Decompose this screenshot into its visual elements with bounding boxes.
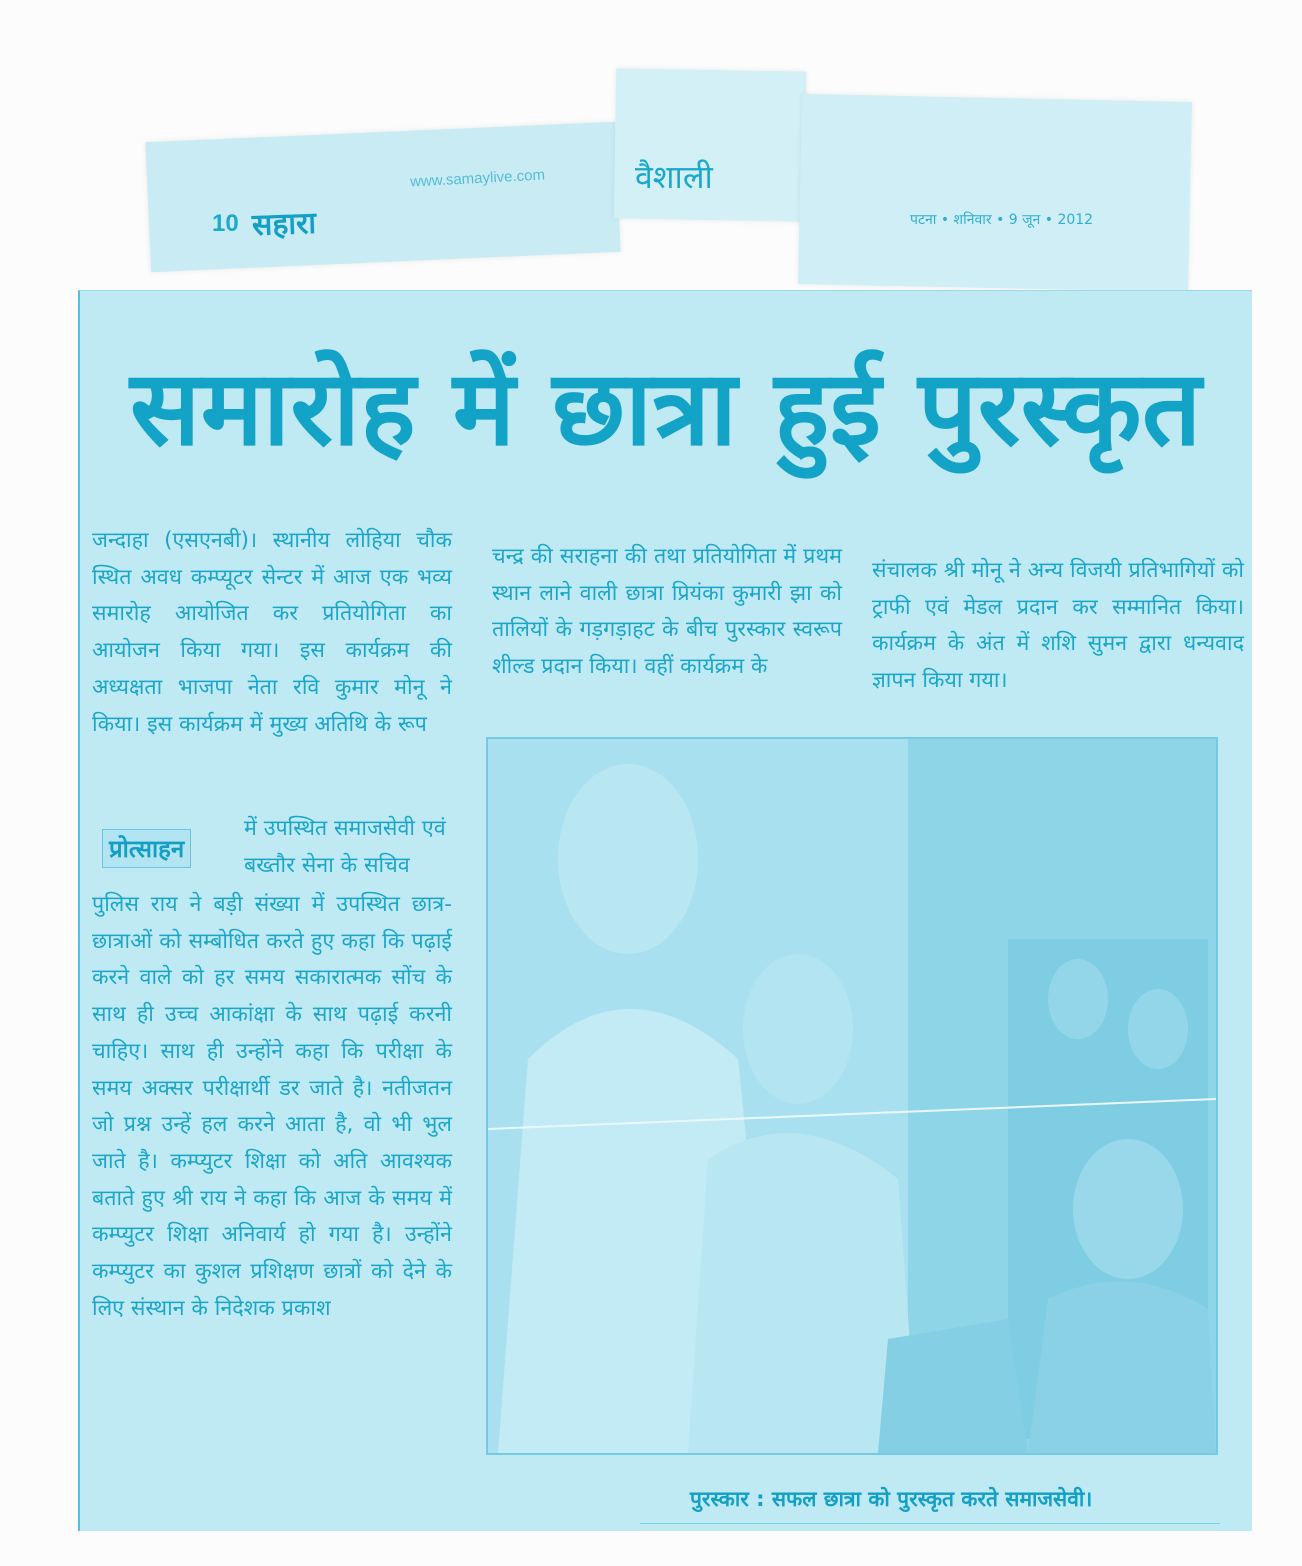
column-1-bottom: पुलिस राय ने बड़ी संख्या में उपस्थित छात्र-छात्राओं को सम्बोधित करते हुए कहा कि पढ़ाई करने वाले को हर समय सकारात्मक सोंच के साथ ही उच्च आकांक्षा के साथ पढ़ाई करनी चाहिए। साथ ही उन्होंने कहा कि परीक्षा के समय अक्सर परीक्षार्थी डर जाते है। नतीजतन जो प्रश्न उन्हें हल करने आता है, वो भी भुल जाते है। कम्प्युटर शिक्षा को अति आवश्यक बताते हुए श्री राय ने कहा कि आज के समय में कम्प्युटर शिक्षा अनिवार्य हो गया है। उन्होंने कम्प्युटर का कुशल प्रशिक्षण छात्रों को देने के लिए संस्थान के निदेशक प्रकाश bbox=[92, 892, 452, 1321]
headline: समारोह में छात्रा हुई पुरस्कृत bbox=[130, 347, 1202, 469]
column-3: संचालक श्री मोनू ने अन्य विजयी प्रतिभागियों को ट्राफी एवं मेडल प्रदान कर सम्मानित किया। कार्यक्रम के अंत में शशि सुमन द्वारा धन्यवाद ज्ञापन किया गया। bbox=[872, 558, 1244, 694]
column-1-indent: में उपस्थित समाजसेवी एवं बख्तौर सेना के सचिव bbox=[244, 816, 446, 878]
masthead-strip bbox=[140, 70, 1200, 285]
column-1-top: जन्दाहा (एसएनबी)। स्थानीय लोहिया चौक स्थित अवध कम्प्यूटर सेन्टर में आज एक भव्य समारोह आयोजित कर प्रतियोगिता का आयोजन किया गया। इस कार्यक्रम की अध्यक्षता भाजपा नेता रवि कुमार मोनू ने किया। इस कार्यक्रम में मुख्य अतिथि के रूप bbox=[92, 528, 452, 737]
column-2: चन्द्र की सराहना की तथा प्रतियोगिता में प्रथम स्थान लाने वाली छात्रा प्रियंका कुमारी झा को तालियों के गड़गड़ाहट के बीच पुरस्कार स्वरूप शील्ड प्रदान किया। वहीं कार्यक्रम के bbox=[492, 544, 842, 680]
news-photo bbox=[486, 737, 1218, 1455]
newspaper-name: सहारा bbox=[251, 205, 317, 244]
masthead-clipping-left bbox=[145, 122, 620, 272]
masthead-clipping-right bbox=[798, 94, 1192, 292]
subhead: प्रोत्साहन bbox=[102, 829, 191, 868]
page-number: 10 bbox=[212, 210, 239, 237]
website-url: www.samaylive.com bbox=[409, 166, 546, 191]
section-name: वैशाली bbox=[635, 158, 713, 196]
article-clipping bbox=[78, 290, 1252, 1531]
photo-illustration bbox=[488, 739, 1216, 1453]
dateline: पटना • शनिवार • 9 जून • 2012 bbox=[910, 212, 1094, 228]
caption-divider bbox=[640, 1523, 1220, 1524]
photo-caption: पुरस्कार : सफल छात्रा को पुरस्कृत करते समाजसेवी। bbox=[690, 1487, 1093, 1511]
masthead-clipping-middle bbox=[614, 68, 807, 221]
